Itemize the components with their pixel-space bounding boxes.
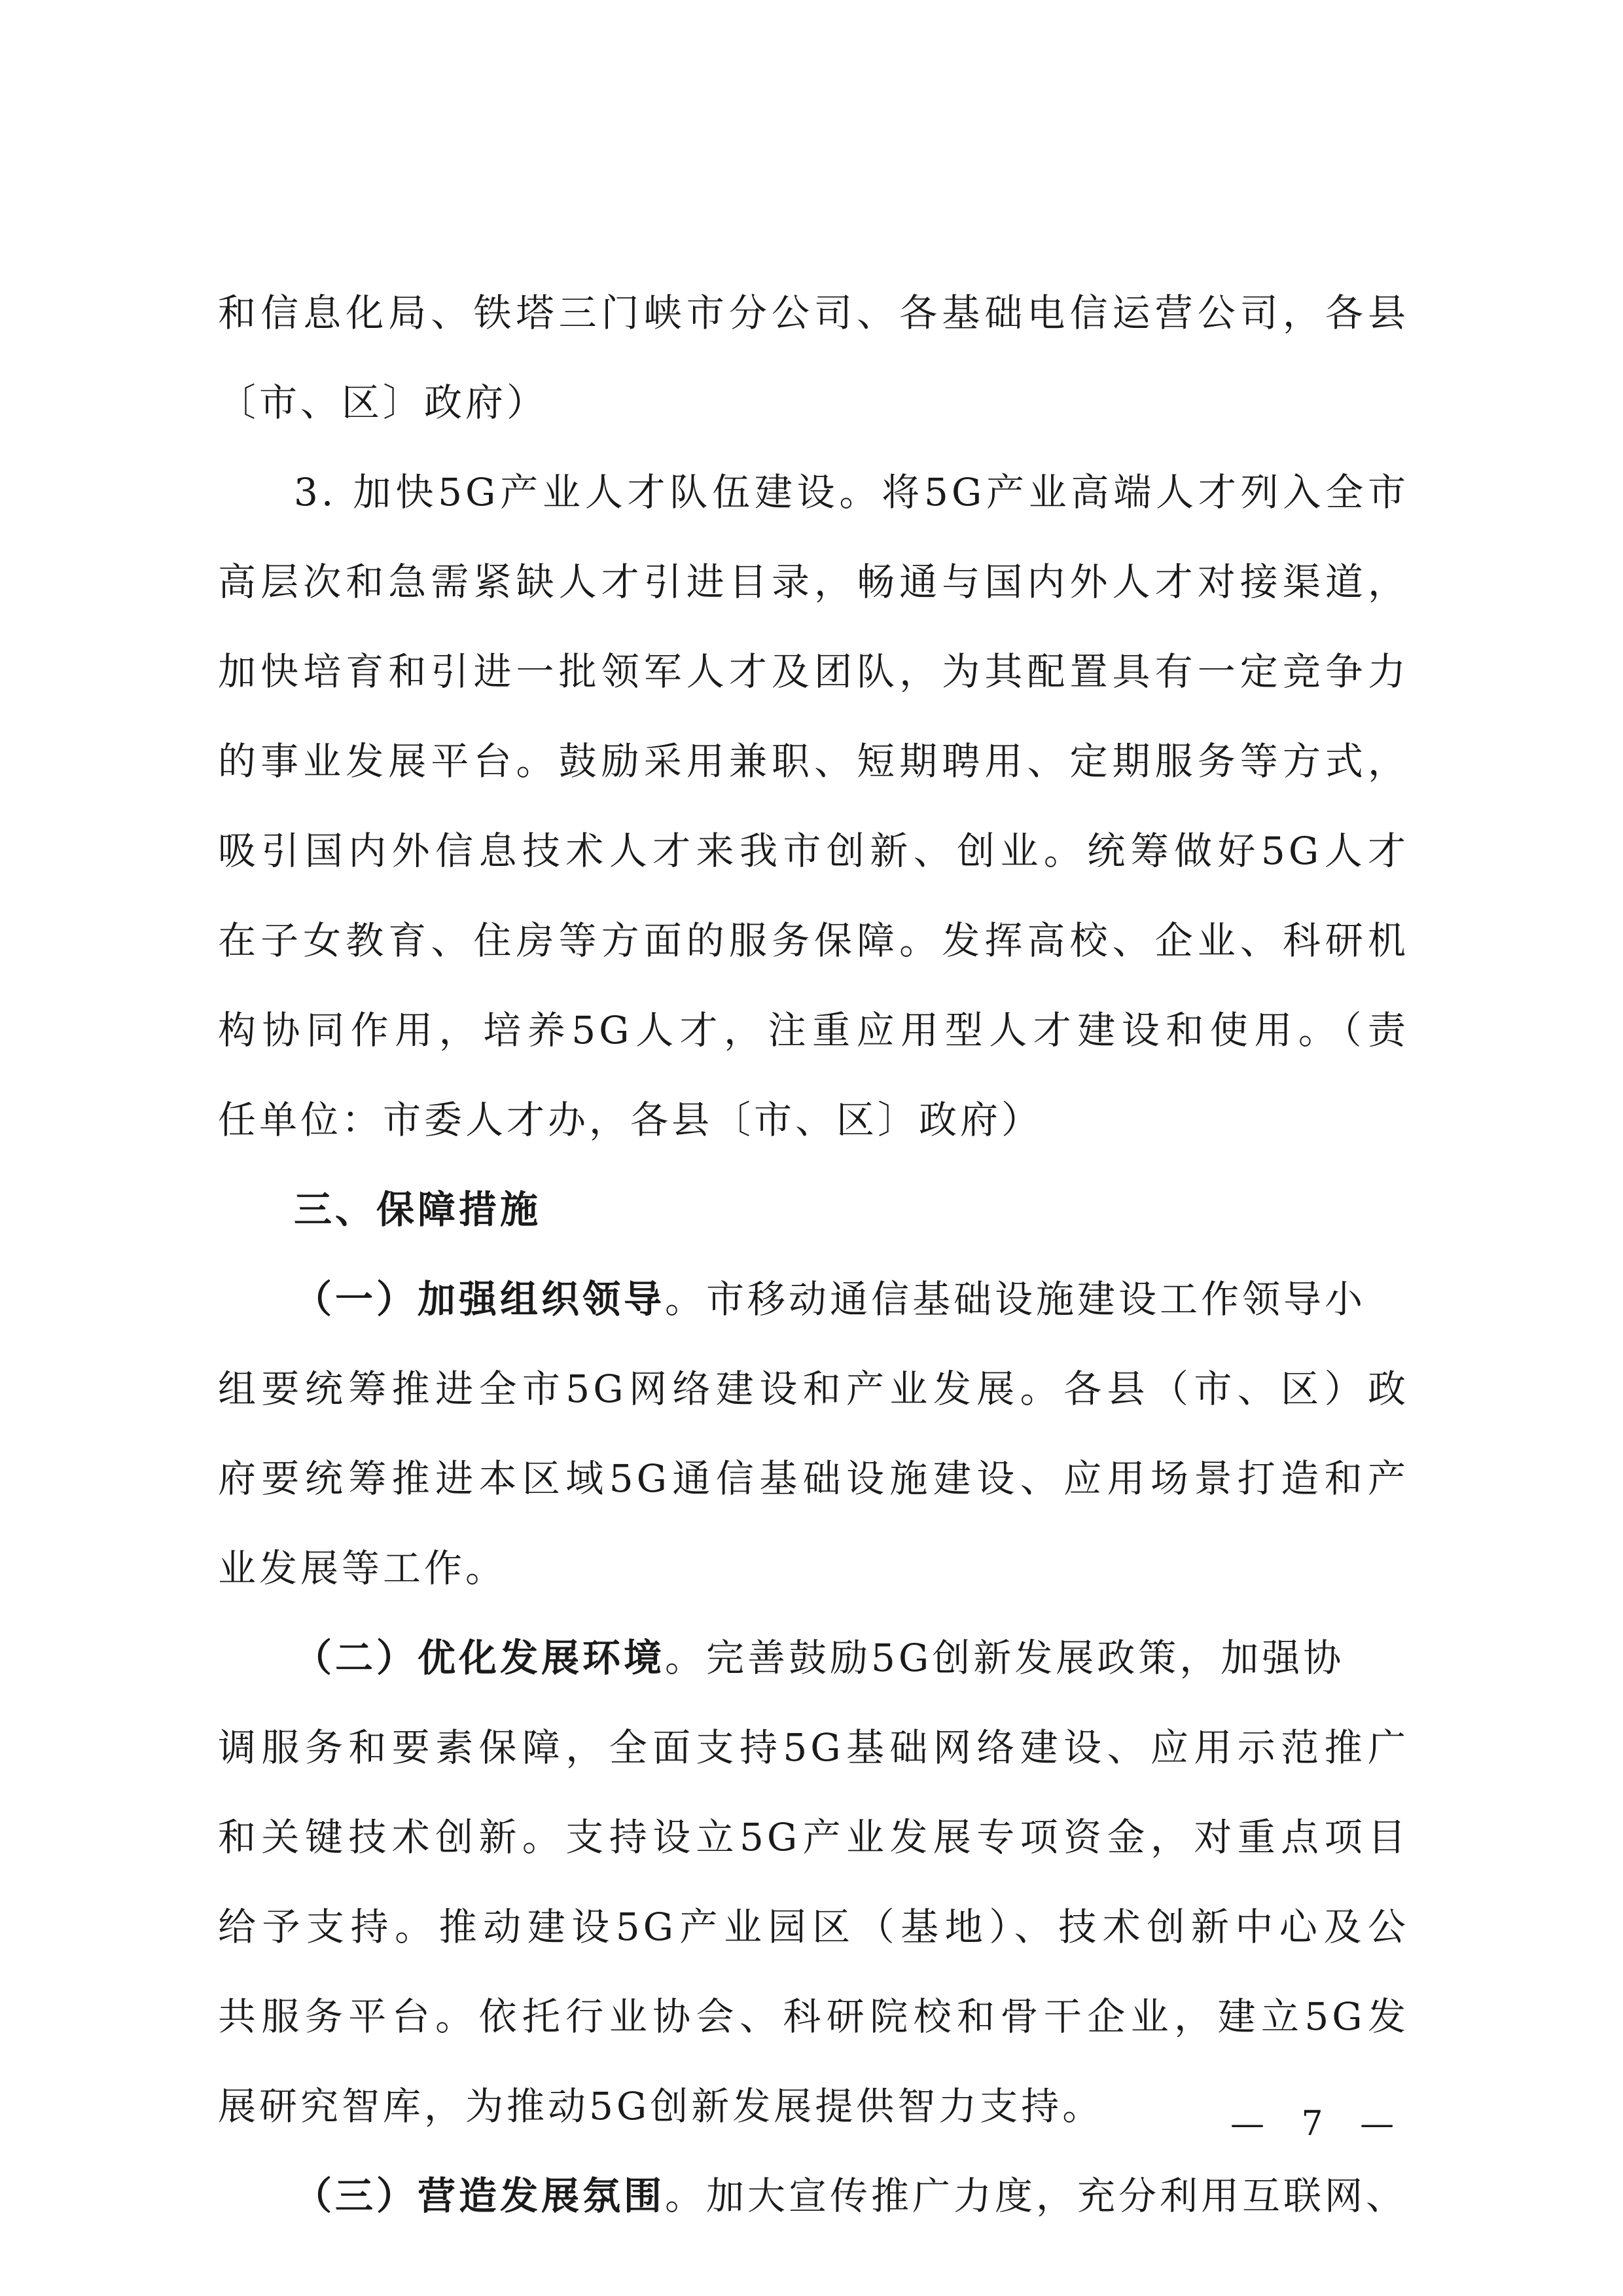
text-line [218, 1255, 1409, 1344]
text-line: 的事业发展平台。鼓励采用兼职、短期聘用、定期服务等方式， [218, 739, 1409, 783]
text-line: 高层次和急需紧缺人才引进目录，畅通与国内外人才对接渠道， [218, 560, 1409, 604]
document-body [218, 268, 1409, 2241]
text-line: 和信息化局、铁塔三门峡市分公司、各基础电信运营公司，各县 [218, 291, 1409, 335]
text-line: 展研究智库，为推动5G创新发展提供智力支持。 [218, 2084, 1104, 2128]
text-run: 。市移动通信基础设施建设工作领导小 [665, 1277, 1366, 1321]
page-number: — 7 — [1230, 2104, 1408, 2144]
text-line: 和关键技术创新。支持设立5G产业发展专项资金，对重点项目 [218, 1815, 1409, 1859]
text-line: 任单位：市委人才办，各县〔市、区〕政府） [218, 1098, 1043, 1142]
text-line: 在子女教育、住房等方面的服务保障。发挥高校、企业、科研机 [218, 918, 1409, 963]
text-run: 。加大宣传推广力度，充分利用互联网、 [665, 2174, 1408, 2218]
text-line: 组要统筹推进全市5G网络建设和产业发展。各县（市、区）政 [218, 1367, 1409, 1411]
text-line: 加快培育和引进一批领军人才及团队，为其配置具有一定竞争力 [218, 649, 1409, 694]
subsection-title: （一）加强组织领导 [294, 1277, 666, 1321]
section-heading: 三、保障措施 [294, 1187, 542, 1232]
text-line: 业发展等工作。 [218, 1546, 507, 1590]
text-line: 给予支持。推动建设5G产业园区（基地）、技术创新中心及公 [218, 1905, 1409, 1949]
subsection-title: （二）优化发展环境 [294, 1636, 666, 1680]
text-line: 〔市、区〕政府） [218, 380, 548, 425]
text-line [218, 1613, 1409, 1703]
text-line: 吸引国内外信息技术人才来我市创新、创业。统筹做好5G人才 [218, 829, 1409, 873]
text-line: 共服务平台。依托行业协会、科研院校和骨干企业，建立5G发 [218, 1994, 1409, 2039]
text-line [218, 2151, 1409, 2241]
text-line: 3. 加快5G产业人才队伍建设。将5G产业高端人才列入全市 [294, 470, 1409, 514]
text-line: 构协同作用，培养5G人才，注重应用型人才建设和使用。（责 [218, 1008, 1409, 1052]
text-line: 调服务和要素保障，全面支持5G基础网络建设、应用示范推广 [218, 1725, 1409, 1770]
subsection-title: （三）营造发展氛围 [294, 2174, 666, 2218]
text-line: 府要统筹推进本区域5G通信基础设施建设、应用场景打造和产 [218, 1456, 1409, 1501]
text-run: 。完善鼓励5G创新发展政策，加强协 [665, 1636, 1345, 1680]
